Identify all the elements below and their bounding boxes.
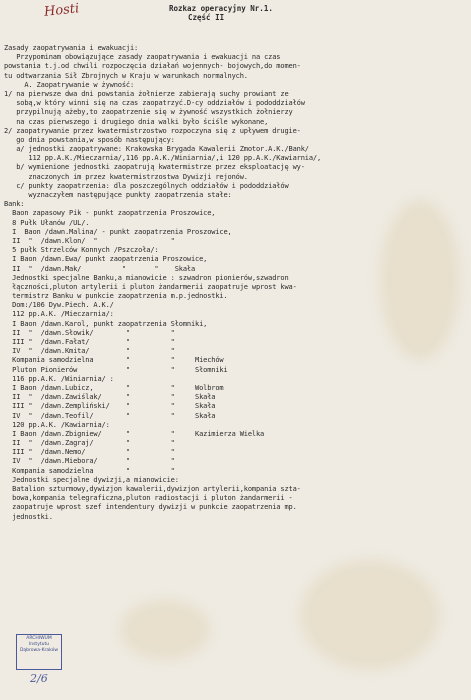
- handwritten-note: Hosti: [43, 1, 80, 20]
- document-line: IV " /dawn.Miebora/ " ": [4, 457, 175, 466]
- stamp-line-2: Instytutu: [28, 642, 50, 647]
- stamp-line-3: Dąbrowa-Kraków: [19, 648, 59, 653]
- document-line: IV " /dawn.Teofil/ " " Skała: [4, 411, 216, 420]
- document-line: I Baon /dawn.Karol, punkt zaopatrzenia Słomniki,: [4, 319, 208, 328]
- document-line: Zasady zaopatrywania i ewakuacji:: [4, 44, 139, 52]
- document-line: 1/ na pierwsze dwa dni powstania żołnierze zabierają suchy prowiant ze: [4, 89, 289, 98]
- document-line: Kompania samodzielna " ": [4, 466, 175, 475]
- document-line: III " /dawn.Zempliński/ " " Skała: [4, 402, 216, 411]
- document-line: 120 pp.A.K. /Kawiarnia/:: [4, 420, 110, 429]
- document-line: 2/ zaopatrywanie przez kwatermistrzostwo rozpoczyna się z upływem drugie-: [4, 126, 301, 135]
- document-line: go dnia powstania,w sposób następujący:: [4, 135, 175, 144]
- document-line: 112 pp.A.K. /Mieczarnia/:: [4, 310, 114, 319]
- document-line: 112 pp.A.K./Mieczarnia/,116 pp.A.K./Winiarnia/,i 120 pp.A.K./Kawiarnia/,: [4, 154, 322, 163]
- document-line: III " /dawn.Nemo/ " ": [4, 448, 175, 457]
- document-subtitle: Część II: [188, 13, 225, 22]
- document-line: tu odtwarzania Sił Zbrojnych w Kraju w warunkach normalnych.: [4, 71, 248, 80]
- document-line: powstania t.j.od chwili rozpoczęcia działań wojennych- bojowych,do momen-: [4, 62, 301, 71]
- document-line: łączności,pluton artylerii i pluton żandarmerii zaopatruje wprost kwa-: [4, 282, 297, 291]
- document-line: jednostki.: [4, 512, 53, 521]
- document-line: b/ wymienione jednostki zaopatrują kwatermistrze przez eksploatację wy-: [4, 163, 305, 172]
- document-line: III " /dawn.Fałat/ " ": [4, 338, 175, 346]
- document-line: II " /dawn.Zawiślak/ " " Skała: [4, 393, 216, 402]
- document-line: A. Zaopatrywanie w żywność:: [4, 80, 135, 89]
- document-line: I Baon /dawn.Lubicz, " " Wolbrom: [4, 383, 224, 392]
- document-body: [4, 44, 464, 522]
- document-line: zaopatruje wprost szef intendentury dywizji w punkcie zaopatrzenia mp.: [4, 503, 297, 512]
- document-line: Baon zapasowy Pik - punkt zaopatrzenia Proszowice,: [4, 209, 216, 218]
- document-line: bowa,kompania telegraficzna,pluton radiostacji i pluton żandarmerii -: [4, 494, 293, 503]
- document-line: termistrz Banku w punkcie zaopatrzenia m.p.jednostki.: [4, 292, 228, 301]
- document-line: II " /dawn.Zagraj/ " ": [4, 439, 175, 448]
- document-line: II " /dawn.Słowik/ " ": [4, 328, 175, 337]
- document-line: I Baon /dawn.Ewa/ punkt zaopatrzenia Proszowice,: [4, 255, 208, 264]
- document-line: Pluton Pionierów " " Słomniki: [4, 365, 228, 374]
- document-line: 8 Pułk Ułanów /UL/.: [4, 218, 90, 227]
- document-line: znaczonych im przez kwatermistrzostwa Dywizji rejonów.: [4, 172, 248, 181]
- document-line: IV " /dawn.Kmita/ " ": [4, 347, 175, 356]
- document-line: I Baon /dawn.Zbigniew/ " " Kazimierza Wielka: [4, 429, 265, 438]
- document-line: a/ jednostki zaopatrywane: Krakowska Brygada Kawalerii Zmotor.A.K./Bank/: [4, 145, 309, 154]
- document-line: Kompania samodzielna " " Miechów: [4, 356, 224, 365]
- document-line: Batalion szturmowy,dywizjon kawalerii,dywizjon artylerii,kompania szta-: [4, 485, 301, 493]
- document-line: Jednostki specjalne dywizji,a mianowicie:: [4, 475, 179, 484]
- archive-stamp: [16, 634, 62, 670]
- document-line: przypilnują ażeby,to zaopatrzenie się w żywność wszystkich żołnierzy: [4, 108, 293, 117]
- document-line: II " /dawn.Mak/ " " Skała: [4, 264, 196, 273]
- document-line: 5 pułk Strzelców Konnych /Pszczoła/:: [4, 246, 159, 255]
- document-line: II " /dawn.Klon/ " ": [4, 236, 175, 245]
- document-line: Dom:/106 Dyw.Piech. A.K./: [4, 301, 114, 310]
- stamp-line-1: ARCHIWUM: [26, 636, 52, 641]
- document-line: wyznaczyłem następujące punkty zaopatrzenia stałe:: [4, 191, 232, 199]
- document-title: Rozkaz operacyjny Nr.1.: [169, 4, 273, 13]
- page-number: 2/6: [30, 672, 48, 685]
- document-line: Przypominam obowiązujące zasady zaopatrywania i ewakuacji na czas: [4, 53, 281, 62]
- document-line: Jednostki specjalne Banku,a mianowicie : szwadron pionierów,szwadron: [4, 273, 289, 282]
- document-line: na czas pierwszego i drugiego dnia walki było ściśle wykonane,: [4, 117, 269, 126]
- document-line: c/ punkty zaopatrzenia: dla poszczególnych oddziałów i pododdziałów: [4, 181, 289, 190]
- document-line: I Baon /dawn.Malina/ - punkt zaopatrzenia Proszowice,: [4, 227, 232, 236]
- document-line: 116 pp.A.K. /Winiarnia/ :: [4, 374, 114, 383]
- document-line: Bank:: [4, 200, 25, 209]
- document-line: sobą,w który winni się na czas zaopatrzyć.D-cy oddziałów i pododdziałów: [4, 99, 305, 108]
